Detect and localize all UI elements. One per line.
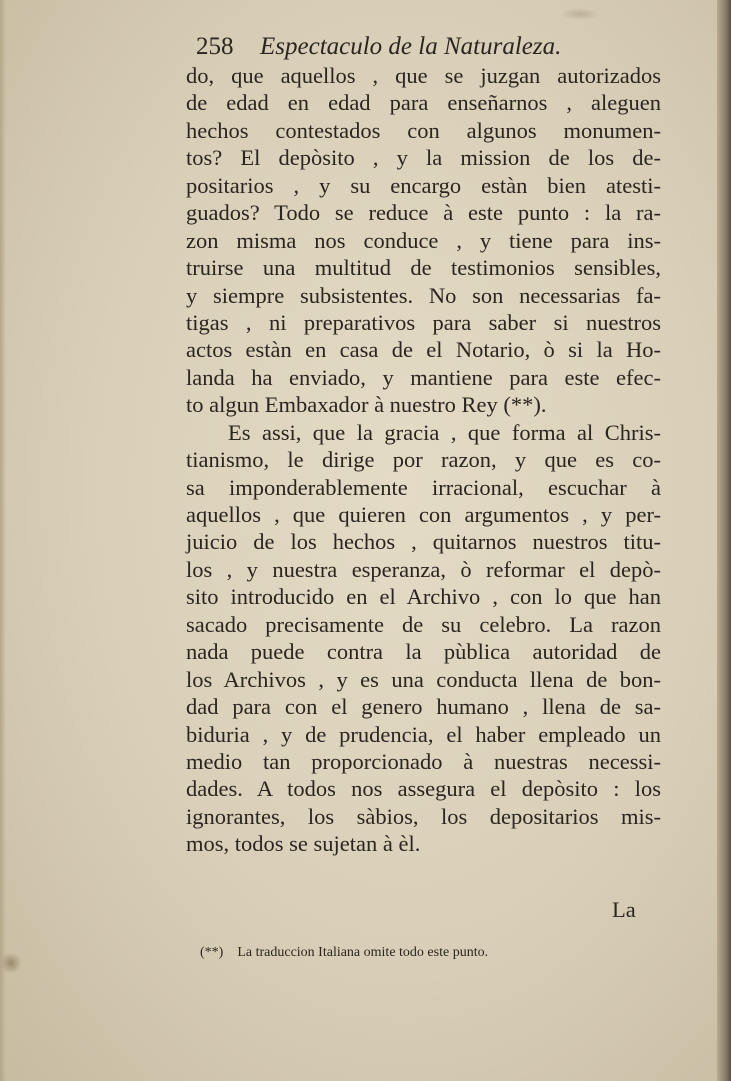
paper-stain xyxy=(0,952,22,974)
text-line: los Archivos , y es una conducta llena de bon- xyxy=(186,666,661,692)
text-line: biduria , y de prudencia, el haber empleado un xyxy=(186,721,661,747)
text-line: y siempre subsistentes. No son necessarias fa- xyxy=(186,282,661,308)
text-line: dades. A todos nos assegura el depòsito : los xyxy=(186,776,661,802)
page-header xyxy=(196,30,616,64)
text-line: zon misma nos conduce , y tiene para ins- xyxy=(186,227,661,253)
text-line: tos? El depòsito , y la mission de los de- xyxy=(186,145,661,171)
text-line: nada puede contra la pùblica autoridad de xyxy=(186,639,661,665)
text-line: positarios , y su encargo estàn bien atesti- xyxy=(186,172,661,198)
text-line: sacado precisamente de su celebro. La razon xyxy=(186,611,661,637)
text-line: sito introducido en el Archivo , con lo que han xyxy=(186,584,661,610)
footnote-text: La traduccion Italiana omite todo este punto. xyxy=(237,945,489,960)
text-line: medio tan proporcionado à nuestras necessi- xyxy=(186,748,661,774)
text-line: juicio de los hechos , quitarnos nuestros titu- xyxy=(186,529,661,555)
text-line: to algun Embaxador à nuestro Rey (**). xyxy=(186,392,547,418)
page-number: 258 xyxy=(196,33,234,60)
text-line: truirse una multitud de testimonios sensibles, xyxy=(186,255,661,281)
page-right-edge-shadow xyxy=(717,0,731,1081)
text-line: hechos contestados con algunos monumen- xyxy=(186,117,661,143)
footnote-mark: (**) xyxy=(200,945,224,960)
text-line: Es assi, que la gracia , que forma al Chris- xyxy=(228,419,661,445)
text-line: tianismo, le dirige por razon, y que es co- xyxy=(186,447,661,473)
text-line: ignorantes, los sàbios, los depositarios mis- xyxy=(186,803,661,829)
text-line: do, que aquellos , que se juzgan autorizados xyxy=(186,63,661,88)
paragraph-1 xyxy=(186,62,661,419)
text-line: dad para con el genero humano , llena de sa- xyxy=(186,694,661,720)
text-line: mos, todos se sujetan à èl. xyxy=(186,831,421,857)
paper-stain xyxy=(560,8,600,20)
footnote xyxy=(200,944,488,962)
paragraph-2 xyxy=(186,419,661,858)
body-text xyxy=(186,62,661,858)
text-line: guados? Todo se reduce à este punto : la ra- xyxy=(186,200,661,226)
text-line: actos estàn en casa de el Notario, ò si la Ho- xyxy=(186,337,661,363)
text-line: landa ha enviado, y mantiene para este efec- xyxy=(186,364,661,390)
text-line: tigas , ni preparativos para saber si nuestros xyxy=(186,309,661,335)
text-line: aquellos , que quieren con argumentos , y per- xyxy=(186,502,661,527)
running-title: Espectaculo de la Naturaleza. xyxy=(260,33,562,60)
text-line: los , y nuestra esperanza, ò reformar el depò- xyxy=(186,556,661,582)
text-line: sa imponderablemente irracional, escuchar à xyxy=(186,474,661,500)
text-line: de edad en edad para enseñarnos , aleguen xyxy=(186,90,661,116)
catchword: La xyxy=(612,897,636,922)
page-left-edge-shadow xyxy=(0,0,6,1081)
